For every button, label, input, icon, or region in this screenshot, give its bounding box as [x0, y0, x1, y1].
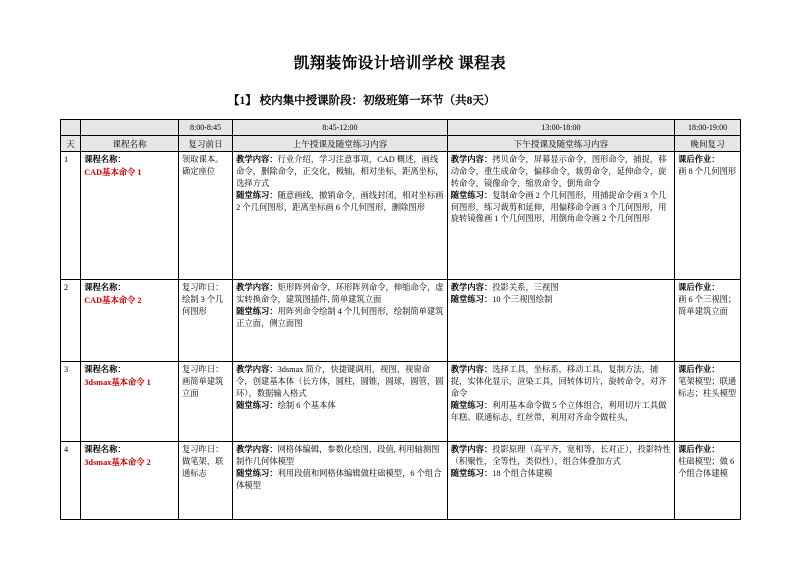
afternoon-practice-text: 18 个组合体建模 [492, 468, 553, 478]
table-header-name-row [61, 136, 741, 152]
column-header-evening: 晚间复习 [675, 136, 741, 152]
row-evening-cell [675, 152, 741, 280]
row-afternoon-cell [447, 362, 674, 442]
afternoon-practice-label: 随堂练习： [450, 400, 493, 410]
row-afternoon-cell [447, 152, 674, 280]
afternoon-practice-label: 随堂练习： [450, 295, 493, 305]
course-schedule-table [60, 119, 741, 520]
page-title: 凯翔装饰设计培训学校 课程表 [293, 55, 507, 72]
table-row [61, 280, 741, 362]
afternoon-content-text: 投影关系，三视图 [492, 283, 559, 293]
table-row [61, 152, 741, 280]
morning-practice-label: 随堂练习： [236, 468, 278, 478]
morning-practice-label: 随堂练习： [236, 400, 278, 410]
morning-practice-text: 利用段值和网格体编辑做柱础模型，6 个组合体模型 [236, 468, 442, 490]
afternoon-practice-text: 复制命令画 2 个几何图形，用捕捉命令画 3 个几何图形，练习裁剪和延伸，用偏移命令画 3 个几何图形，用旋转镜像画 1 个几何图形，用倒角命令画 2 个几何图形 [450, 190, 667, 224]
evening-text: 画 8 个几何图形 [678, 167, 737, 177]
course-label: 课程名称： [84, 445, 126, 455]
row-review-cell: 复习昨日：绘制 3 个几何图形 [178, 280, 232, 362]
section-subtitle: 【1】 校内集中授课阶段：初级班第一环节（共8天） [228, 94, 496, 107]
row-morning-cell [233, 362, 448, 442]
afternoon-content-label: 教学内容： [450, 283, 493, 293]
time-header-course-spacer [81, 120, 179, 136]
evening-label: 课后作业： [678, 445, 720, 455]
column-header-course: 课程名称 [81, 136, 179, 152]
row-afternoon-cell [447, 280, 674, 362]
row-morning-cell [233, 280, 448, 362]
morning-content-text: 行业介绍，学习注意事项，CAD 概述，画线命令，删除命令，正交化，极轴，相对坐标，距离坐标，选择方式 [236, 155, 444, 188]
afternoon-content-text: 拷贝命令，屏幕显示命令，图形命令，捕捉，移动命令，重生成命令，偏移命令，裁剪命令，延伸命令，旋转命令，镜像命令，缩放命令，倒角命令 [450, 155, 667, 188]
column-header-morning: 上午授课及随堂练习内容 [233, 136, 448, 152]
row-course-cell [81, 280, 179, 362]
morning-practice-label: 随堂练习： [236, 190, 278, 200]
morning-content-text: 3dsmax 简介，快捷键调用，视图，视窗命令，创建基本体（长方体，圆柱，圆锥，圆球，圆管，圆环），数据输入格式 [236, 365, 444, 398]
course-name: 3dsmax基本命令 1 [84, 378, 151, 388]
table-header-time-row [61, 120, 741, 136]
afternoon-content-text: 投影原理（高平齐，宽相等，长对正），投影特性（积聚性，全等性，类似性），组合体叠加方式 [450, 445, 671, 467]
time-header-afternoon: 13:00-18:00 [447, 120, 674, 136]
column-header-day: 天 [61, 136, 81, 152]
morning-practice-text: 绘制 6 个基本体 [277, 400, 336, 410]
table-row [61, 442, 741, 520]
afternoon-content-label: 教学内容： [450, 445, 493, 455]
afternoon-content-label: 教学内容： [450, 365, 493, 375]
time-header-morning: 8:45-12:00 [233, 120, 448, 136]
column-header-review: 复习前日 [178, 136, 232, 152]
row-evening-cell [675, 442, 741, 520]
evening-text: 画 6 个三视图；简单建筑立面 [678, 295, 737, 316]
row-evening-cell [675, 362, 741, 442]
afternoon-content-label: 教学内容： [450, 155, 493, 165]
morning-practice-text: 随意画线，撤销命令，画线封闭，相对坐标画 2 个几何图形，距离坐标画 6 个几何图形，删除图形 [236, 190, 444, 212]
time-header-evening: 18:00-19:00 [675, 120, 741, 136]
row-course-cell [81, 362, 179, 442]
afternoon-practice-label: 随堂练习： [450, 190, 493, 200]
morning-content-label: 教学内容： [236, 283, 278, 293]
column-header-afternoon: 下午授课及随堂练习内容 [447, 136, 674, 152]
row-course-cell [81, 442, 179, 520]
time-header-review: 8:00-8:45 [178, 120, 232, 136]
course-name: 3dsmax基本命令 2 [84, 458, 151, 468]
row-evening-cell [675, 280, 741, 362]
course-label: 课程名称： [84, 155, 126, 165]
afternoon-practice-text: 利用基本命令做 5 个立体组合，利用切片工具做年糕、联通标志，红丝带，利用对齐命令做柱头， [450, 400, 667, 422]
row-day-number: 2 [61, 280, 81, 362]
row-morning-cell [233, 442, 448, 520]
morning-content-label: 教学内容： [236, 445, 278, 455]
evening-text: 笔架模型；联通标志；柱头模型 [678, 377, 737, 398]
row-course-cell [81, 152, 179, 280]
course-name: CAD基本命令 1 [84, 168, 142, 178]
row-review-cell: 领取课本。确定座位 [178, 152, 232, 280]
afternoon-practice-label: 随堂练习： [450, 468, 493, 478]
row-day-number: 4 [61, 442, 81, 520]
row-afternoon-cell [447, 442, 674, 520]
morning-practice-label: 随堂练习： [236, 306, 278, 316]
morning-content-label: 教学内容： [236, 155, 278, 165]
afternoon-content-text: 选择工具，坐标系，移动工具，复制方法，捕捉，实体化显示，渲染工具，回转体切片，旋转命令，对齐命令 [450, 365, 667, 398]
evening-label: 课后作业： [678, 365, 720, 375]
morning-content-text: 网格体编辑，参数化绘图，段值, 利用轴测图制作几何体模型 [236, 445, 440, 467]
morning-practice-text: 用阵列命令绘制 4 个几何图形，绘制简单建筑正立面，侧立面图 [236, 306, 444, 328]
morning-content-text: 矩形阵列命令，环形阵列命令，伸缩命令，虚实转换命令，建筑图插件, 简单建筑立面 [236, 283, 444, 305]
evening-label: 课后作业： [678, 155, 720, 165]
evening-label: 课后作业： [678, 283, 720, 293]
row-review-cell: 复习昨日：画简单建筑立面 [178, 362, 232, 442]
course-name: CAD基本命令 2 [84, 296, 142, 306]
course-label: 课程名称： [84, 283, 126, 293]
evening-text: 柱础模型；做 6 个组合体建模 [678, 457, 735, 478]
row-day-number: 1 [61, 152, 81, 280]
table-row [61, 362, 741, 442]
row-day-number: 3 [61, 362, 81, 442]
course-label: 课程名称： [84, 365, 126, 375]
row-morning-cell [233, 152, 448, 280]
afternoon-practice-text: 10 个三视图绘制 [492, 295, 553, 305]
morning-content-label: 教学内容： [236, 365, 278, 375]
row-review-cell: 复习昨日：做笔架，联通标志 [178, 442, 232, 520]
time-header-day-spacer [61, 120, 81, 136]
